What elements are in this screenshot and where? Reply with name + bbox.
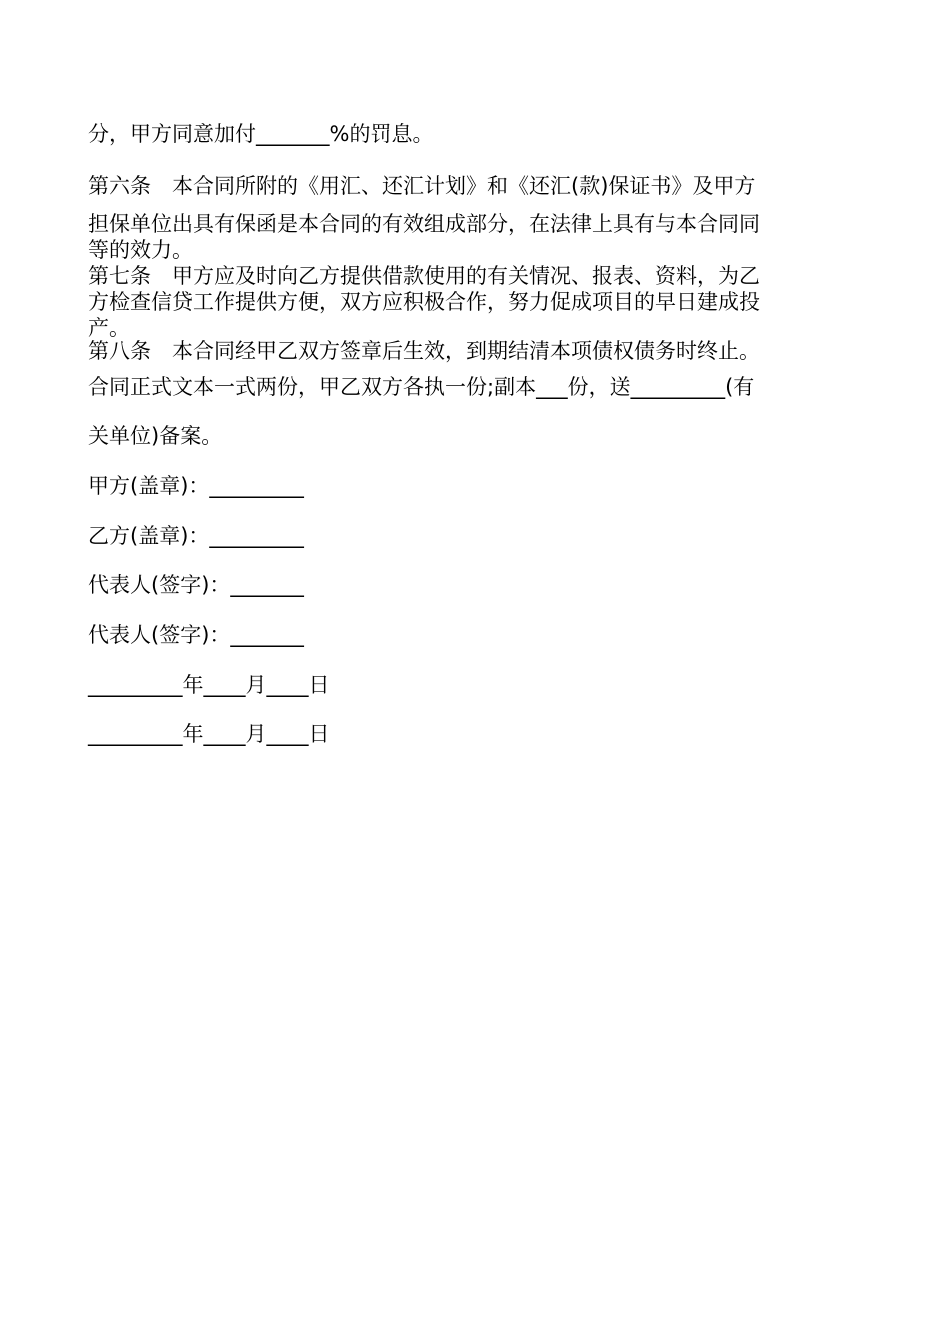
date-line-b: _________年____月____日 [88, 722, 330, 746]
text-line-article-7: 第七条 甲方应及时向乙方提供借款使用的有关情况、报表、资料，为乙 [88, 264, 760, 288]
text-line-article-6-cont: 担保单位出具有保函是本合同的有效组成部分，在法律上具有与本合同同 [88, 212, 760, 236]
signature-representative-b: 代表人(签字)：_______ [88, 623, 304, 647]
text-line-article-8: 第八条 本合同经甲乙双方签章后生效，到期结清本项债权债务时终止。 [88, 339, 760, 363]
date-line-a: _________年____月____日 [88, 673, 330, 697]
text-line-penalty: 分，甲方同意加付_______%的罚息。 [88, 122, 434, 146]
signature-party-a: 甲方(盖章)：_________ [88, 474, 304, 498]
text-line-copies: 合同正式文本一式两份，甲乙双方各执一份;副本___份，送_________(有 [88, 375, 755, 399]
signature-party-b: 乙方(盖章)：_________ [88, 524, 304, 548]
text-line-article-7-end: 产。 [88, 316, 130, 340]
text-line-article-7-cont: 方检查信贷工作提供方便，双方应积极合作，努力促成项目的早日建成投 [88, 290, 760, 314]
text-line-article-6: 第六条 本合同所附的《用汇、还汇计划》和《还汇(款)保证书》及甲方 [88, 174, 756, 198]
text-line-article-6-end: 等的效力。 [88, 238, 193, 262]
text-line-filing: 关单位)备案。 [88, 424, 223, 448]
signature-representative-a: 代表人(签字)：_______ [88, 573, 304, 597]
